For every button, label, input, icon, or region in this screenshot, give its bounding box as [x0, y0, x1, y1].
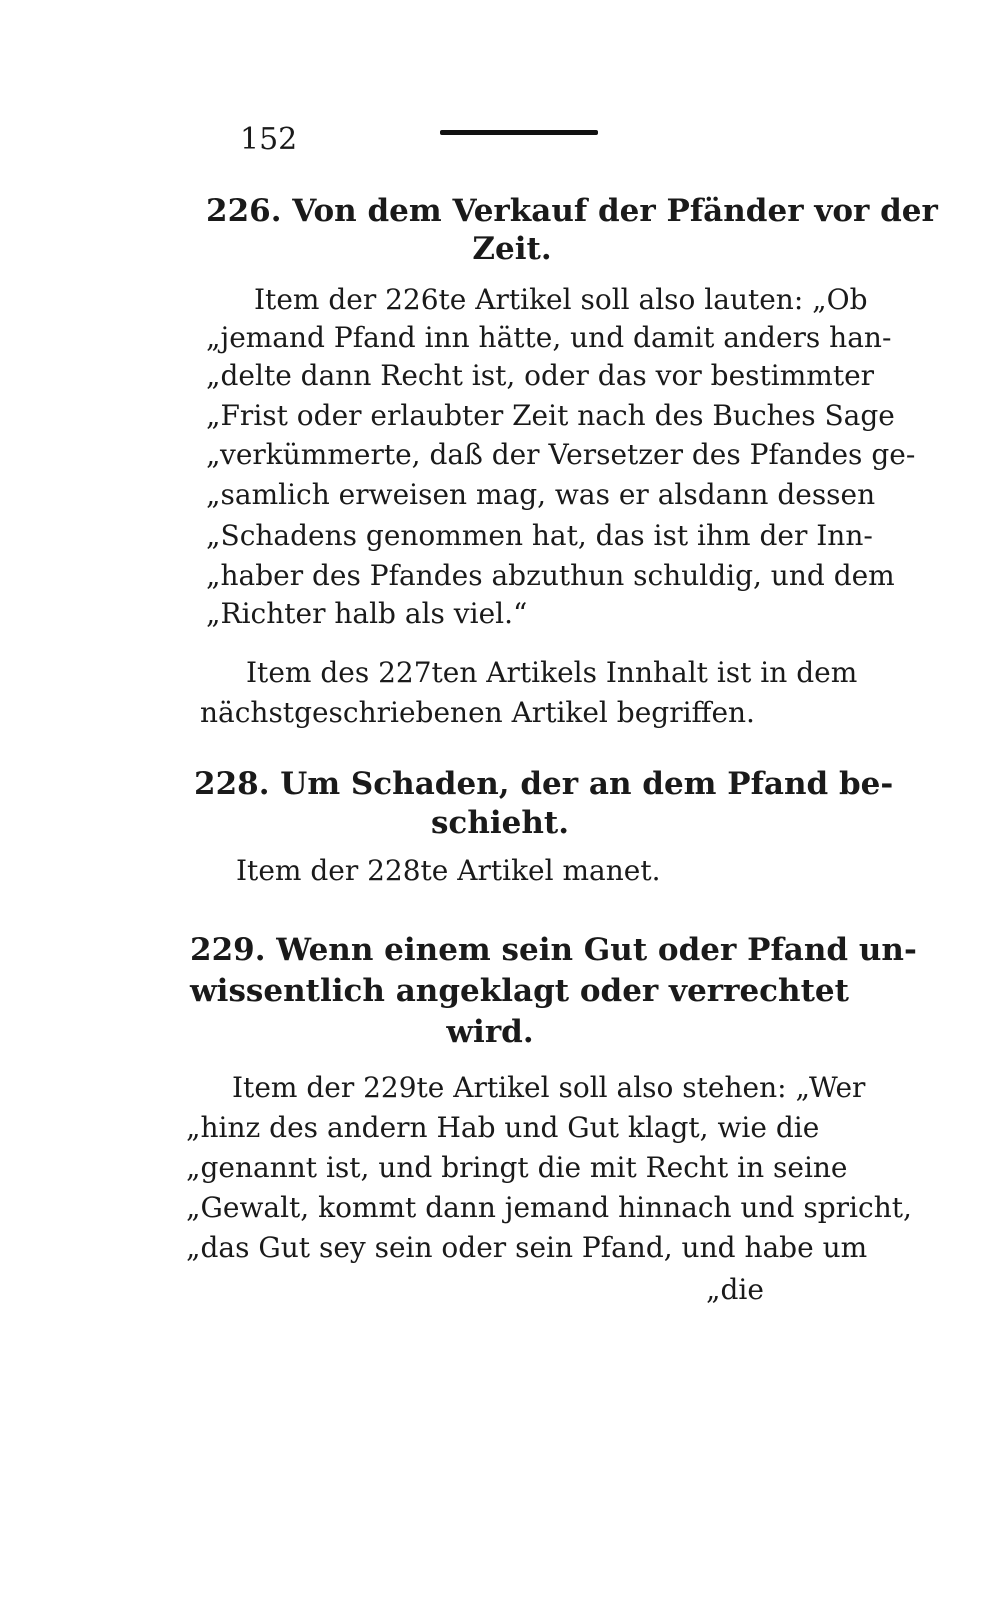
text-line: Item der 228te Artikel manet. [236, 854, 661, 887]
heading-line: 229. Wenn einem sein Gut oder Pfand un- [190, 932, 917, 968]
heading-line: schieht. [430, 805, 570, 841]
text-line: „jemand Pfand inn hätte, und damit anders han- [206, 321, 892, 354]
text-line: „Gewalt, kommt dann jemand hinnach und spricht, [186, 1191, 912, 1224]
heading-line: 226. Von dem Verkauf der Pfänder vor der [206, 193, 938, 229]
text-line: Item der 229te Artikel soll also stehen: „Wer [232, 1071, 866, 1104]
heading-line: 228. Um Schaden, der an dem Pfand be- [194, 766, 894, 802]
text-line: „delte dann Recht ist, oder das vor bestimmter [206, 359, 875, 392]
catchword: „die [706, 1273, 764, 1306]
text-line: „hinz des andern Hab und Gut klagt, wie die [186, 1111, 820, 1144]
text-line: Item der 226te Artikel soll also lauten: „Ob [254, 283, 868, 316]
text-line: „genannt ist, und bringt die mit Recht in seine [186, 1151, 848, 1184]
text-line: Item des 227ten Artikels Innhalt ist in dem [246, 656, 858, 689]
heading-line: Zeit. [472, 231, 552, 267]
header-rule [440, 130, 598, 135]
text-line: „haber des Pfandes abzuthun schuldig, und dem [206, 559, 895, 592]
text-line: „Frist oder erlaubter Zeit nach des Buches Sage [206, 399, 895, 432]
heading-line: wissentlich angeklagt oder verrechtet [190, 973, 849, 1009]
page-number: 152 [240, 122, 298, 157]
text-line: „verkümmerte, daß der Versetzer des Pfandes ge- [206, 438, 916, 471]
text-line: „samlich erweisen mag, was er alsdann dessen [206, 478, 876, 511]
text-line: nächstgeschriebenen Artikel begriffen. [200, 696, 755, 729]
heading-line: wird. [446, 1014, 534, 1050]
text-line: „Schadens genommen hat, das ist ihm der Inn- [206, 519, 873, 552]
text-line: „Richter halb als viel.“ [206, 597, 528, 630]
text-line: „das Gut sey sein oder sein Pfand, und habe um [186, 1231, 868, 1264]
